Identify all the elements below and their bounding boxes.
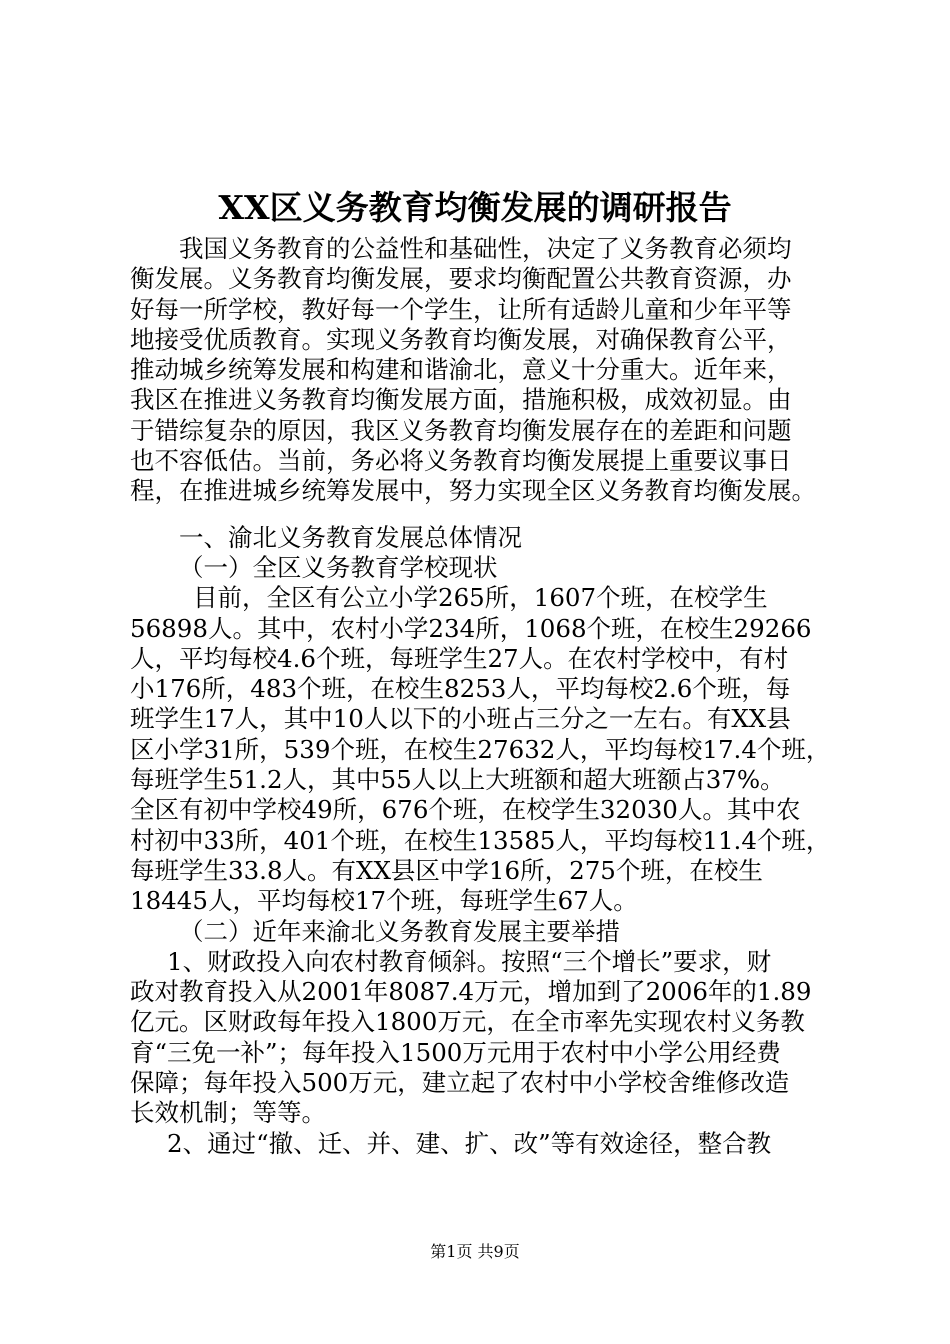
sub1-line: 56898人。其中，农村小学234所，1068个班，在校生29266 [130,613,812,643]
page-number-footer: 第1页 共9页 [430,1242,520,1261]
measure1-line: 保障；每年投入500万元，建立起了农村中小学校舍维修改造 [130,1068,790,1098]
intro-line: 于错综复杂的原因，我区义务教育均衡发展存在的差距和问题 [130,415,792,445]
paragraph-gap [130,507,850,523]
intro-line: 我区在推进义务教育均衡发展方面，措施积极，成效初显。由 [130,385,792,415]
sub1-line: 班学生17人，其中10人以下的小班占三分之一左右。有XX县 [130,704,791,734]
measure1-line: 政对教育投入从2001年8087.4万元，增加到了2006年的1.89 [130,977,812,1007]
intro-line: 好每一所学校，教好每一个学生，让所有适龄儿童和少年平等 [130,294,792,324]
measure1-line: 亿元。区财政每年投入1800万元，在全市率先实现农村义务教 [130,1007,805,1037]
sub1-line: 人，平均每校4.6个班，每班学生27人。在农村学校中，有村 [130,643,789,673]
measure2-line: 2、通过“撤、迁、并、建、扩、改”等有效途径，整合教 [167,1128,772,1158]
sub1-line: 18445人，平均每校17个班，每班学生67人。 [130,886,638,916]
measure1-line: 育“三免一补”；每年投入1500万元用于农村中小学公用经费 [130,1037,781,1067]
measure1-line: 长效机制；等等。 [130,1098,326,1128]
measure1-line: 1、财政投入向农村教育倾斜。按照“三个增长”要求，财 [167,946,772,976]
intro-line: 程，在推进城乡统筹发展中，努力实现全区义务教育均衡发展。 [130,476,816,506]
sub1-line: 目前，全区有公立小学265所，1607个班，在校学生 [193,583,768,613]
sub1-line: 每班学生33.8人。有XX县区中学16所，275个班，在校生 [130,855,763,885]
intro-line: 地接受优质教育。实现义务教育均衡发展，对确保教育公平， [130,324,792,354]
sub1-line: 全区有初中学校49所，676个班，在校学生32030人。其中农 [130,795,801,825]
section-heading: 一、渝北义务教育发展总体情况 [179,522,522,552]
intro-line: 推动城乡统筹发展和构建和谐渝北，意义十分重大。近年来， [130,355,792,385]
document-body [130,234,850,1159]
intro-line: 我国义务教育的公益性和基础性，决定了义务教育必须均 [179,234,792,263]
subsection-heading: （一）全区义务教育学校现状 [179,552,498,582]
subsection-heading: （二）近年来渝北义务教育发展主要举措 [179,916,620,946]
sub1-line: 小176所，483个班，在校生8253人，平均每校2.6个班，每 [130,674,791,704]
intro-line: 也不容低估。当前，务必将义务教育均衡发展提上重要议事日 [130,446,792,476]
document-title: XX区义务教育均衡发展的调研报告 [218,188,732,227]
intro-line: 衡发展。义务教育均衡发展，要求均衡配置公共教育资源，办 [130,264,792,294]
sub1-line: 区小学31所，539个班，在校生27632人，平均每校17.4个班， [130,734,831,764]
sub1-line: 每班学生51.2人，其中55人以上大班额和超大班额占37%。 [130,765,785,795]
sub1-line: 村初中33所，401个班，在校生13585人，平均每校11.4个班， [130,825,831,855]
